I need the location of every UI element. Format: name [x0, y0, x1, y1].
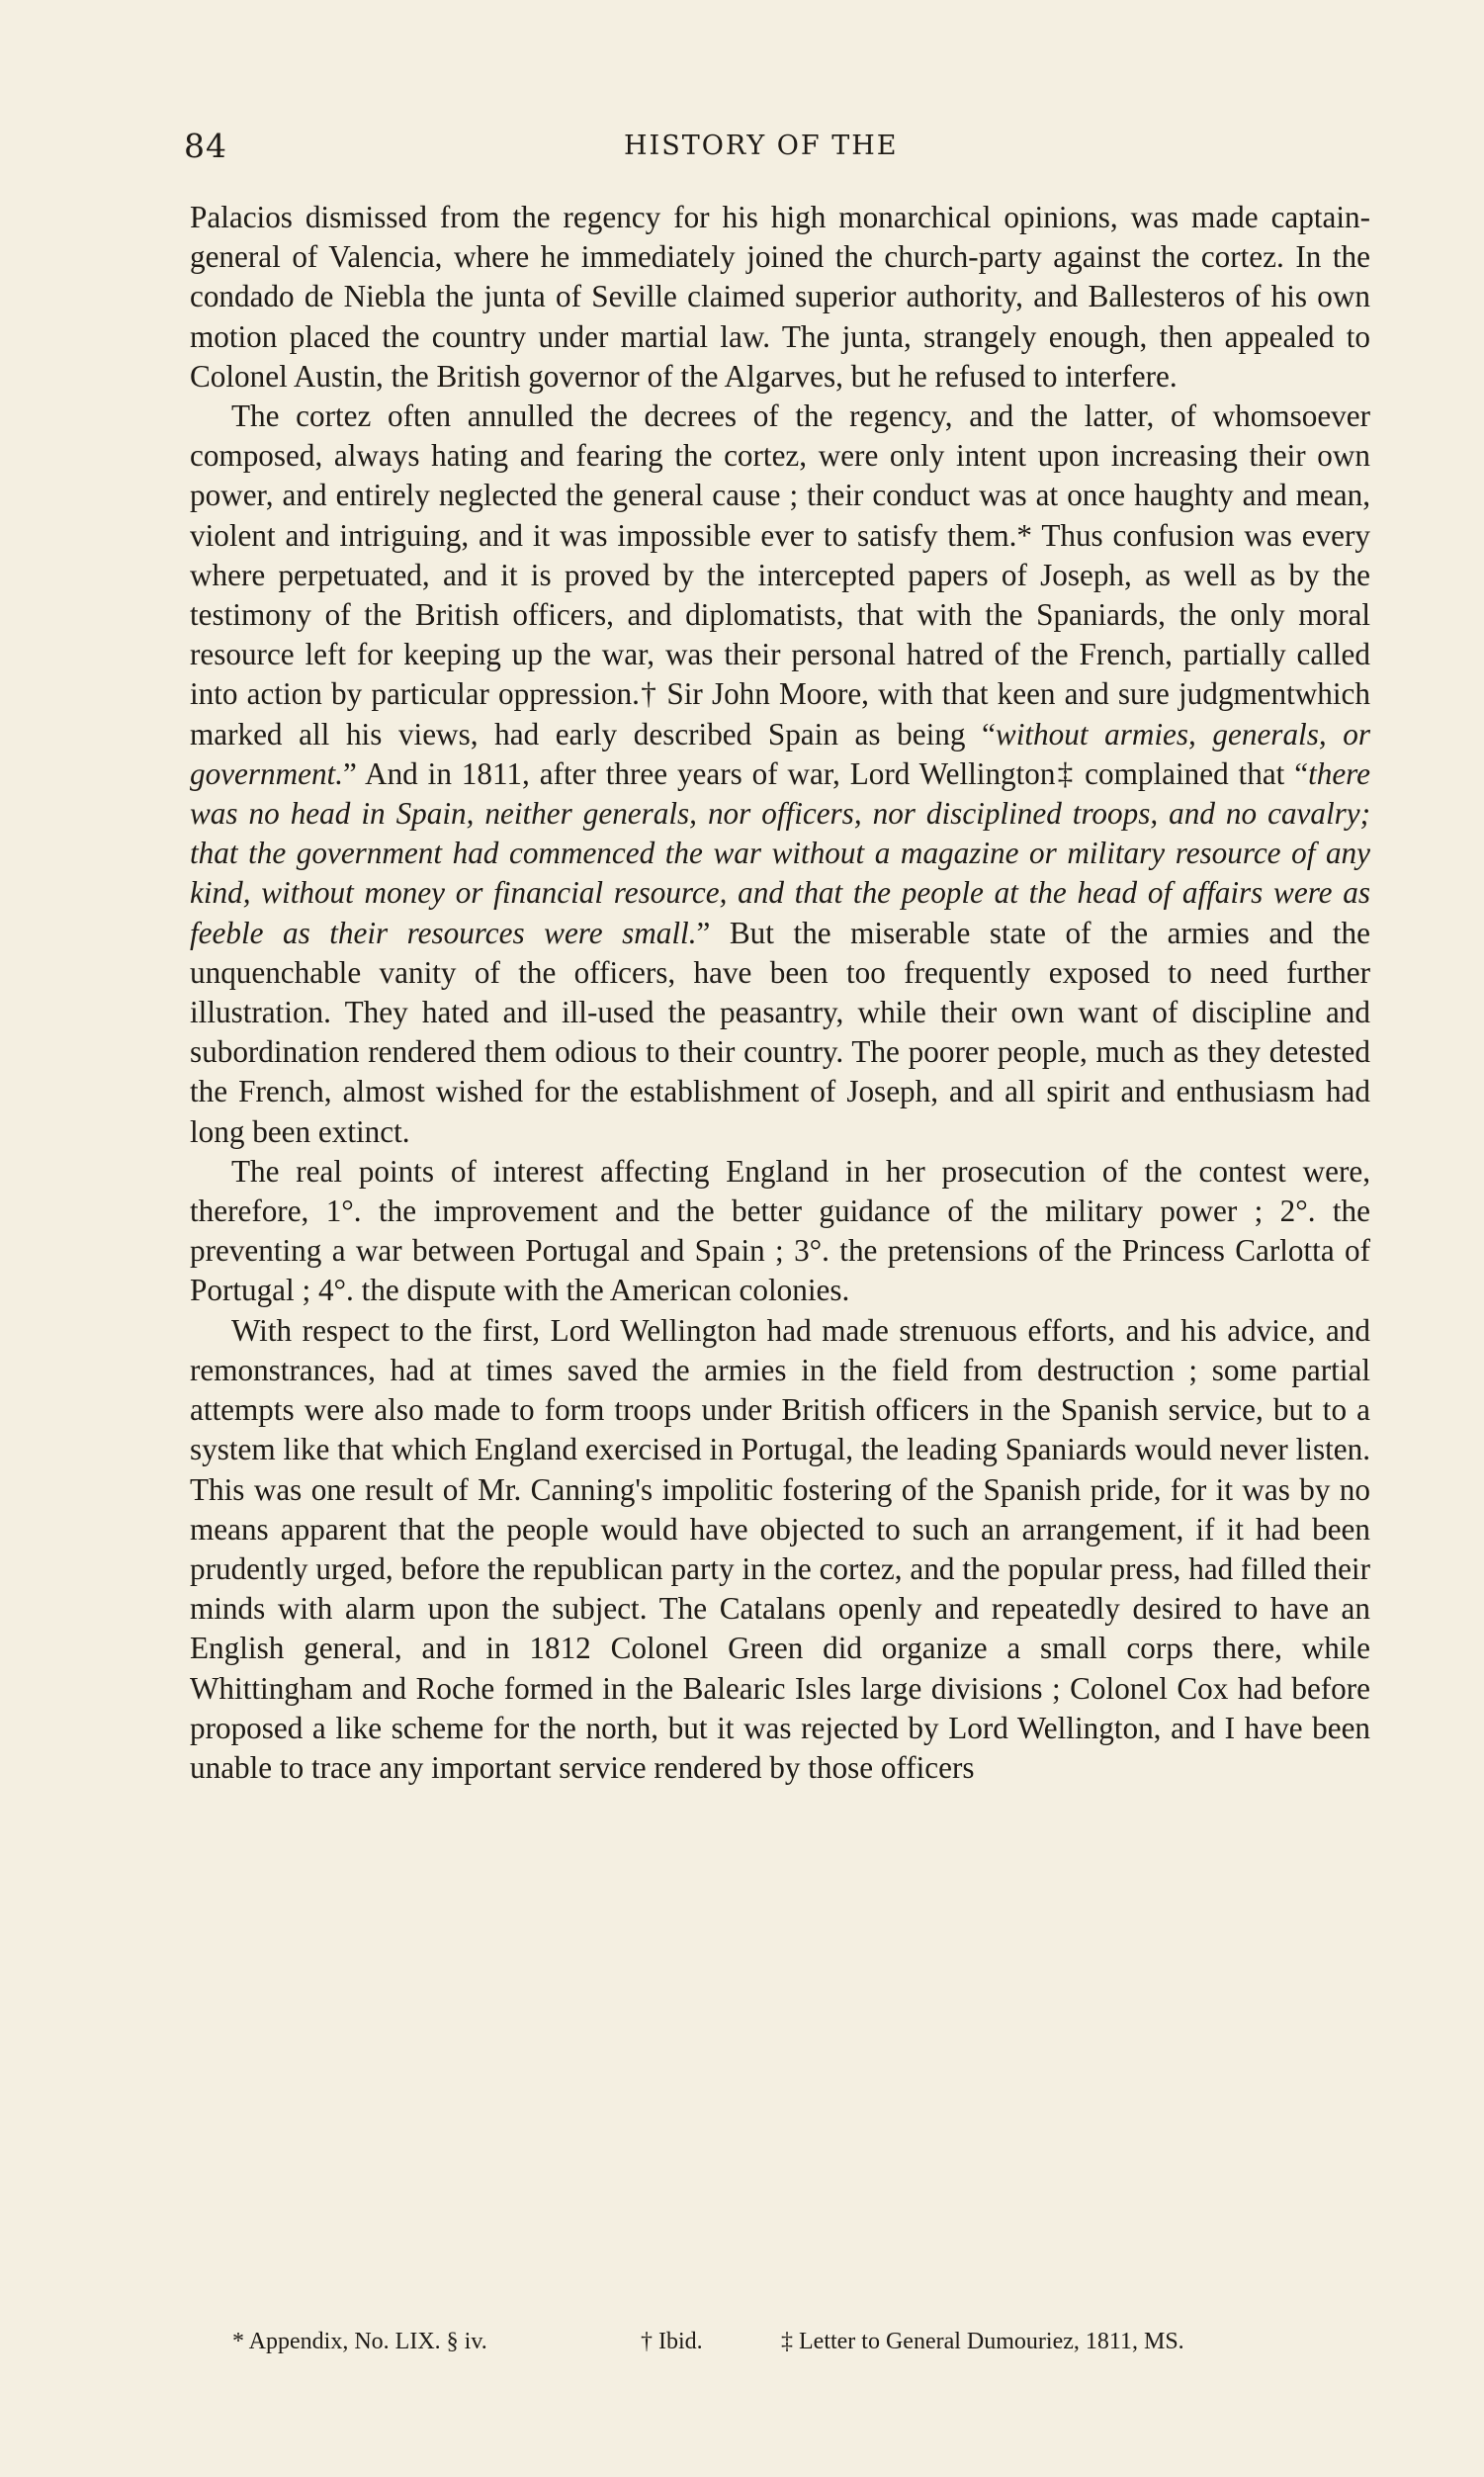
text-segment: With respect to the first, Lord Wellington had made strenuous efforts, and his advice, and remonstrances, had at times saved the armies in the field from destruction ; some partial attempts were also made to form troops under British officers in the Spanish service, but to a system like that which England exercised in Portugal, the leading Spaniards would never listen. This was one result of Mr. Canning's impolitic fostering of the Spanish pride, for it was by no means apparent that the people would have objected to such an arrangement, if it had been prudently urged, before the republican party in the cortez, and the popular press, had filled their minds with alarm upon the subject. The Catalans openly and repeatedly desired to have an English general, and in 1812 Colonel Green did organize a small corps there, while Whittingham and Roche formed in the Balearic Isles large divisions ; Colonel Cox had before proposed a like scheme for the north, but it was rejected by Lord Wellington, and I have been unable to trace any important service rendered by those officers	[190, 1312, 1370, 1785]
text-segment: ” But the miserable state of the armies and the unquenchable vanity of the officers, have been too frequently exposed to need further illustration. They hated and ill-used the peasantry, while their own want of discipline and subordination rendered them odious to their country. The poorer people, much as they detested the French, almost wished for the establishment of Joseph, and all spirit and enthusiasm had long been extinct.	[190, 915, 1370, 1149]
text-segment: The real points of interest affecting England in her prosecution of the contest were, therefore, 1°. the improvement and the better guidance of the military power ; 2°. the preventing a war between Portugal and Spain ; 3°. the pretensions of the Princess Carlotta of Portugal ; 4°. the dispute with the American colonies.	[190, 1153, 1370, 1308]
paragraph	[190, 1152, 1370, 1311]
body-text	[190, 198, 1370, 1788]
page-number: 84	[184, 127, 227, 165]
footnote: † Ibid.	[641, 2329, 703, 2354]
page-header	[184, 127, 1370, 176]
quotation-italic: without armies, generals, or government.	[190, 716, 1370, 791]
paragraph	[190, 198, 1370, 397]
quotation-italic: there was no head in Spain, neither generals, nor officers, nor disciplined troops, and no cavalry; that the government had commenced the war without a magazine or military resource of any kind, without money or financial resource, and that the people at the head of affairs were as feeble as their resources were small.	[190, 755, 1370, 950]
paragraph	[190, 1311, 1370, 1788]
footnote: ‡ Letter to General Dumouriez, 1811, MS.	[781, 2329, 1184, 2354]
text-segment: The cortez often annulled the decrees of the regency, and the latter, of whomsoever composed, always hating and fearing the cortez, were only intent upon increasing their own power, and entirely neglected the general cause ; their conduct was at once haughty and mean, violent and intriguing, and it was impossible ever to satisfy them.* Thus confusion was every where perpetuated, and it is proved by the intercepted papers of Joseph, as well as by the testimony of the British officers, and diplomatists, that with the Spaniards, the only moral resource left for keeping up the war, was their personal hatred of the French, partially called into action by particular oppression.† Sir John Moore, with that keen and sure judgmentwhich marked all his views, had early described Spain as being “	[190, 398, 1370, 752]
footnote: * Appendix, No. LIX. § iv.	[232, 2329, 487, 2354]
running-head: HISTORY OF THE	[624, 131, 899, 161]
paragraph	[190, 397, 1370, 1152]
text-segment: Palacios dismissed from the regency for his high monarchical opinions, was made captain-general of Valencia, where he immediately joined the church-party against the cortez. In the condado de Niebla the junta of Seville claimed superior authority, and Ballesteros of his own motion placed the country under martial law. The junta, strangely enough, then appealed to Colonel Austin, the British governor of the Algarves, but he refused to interfere.	[190, 200, 1370, 394]
text-segment: ” And in 1811, after three years of war, Lord Wellington‡ complained that “	[343, 755, 1309, 791]
